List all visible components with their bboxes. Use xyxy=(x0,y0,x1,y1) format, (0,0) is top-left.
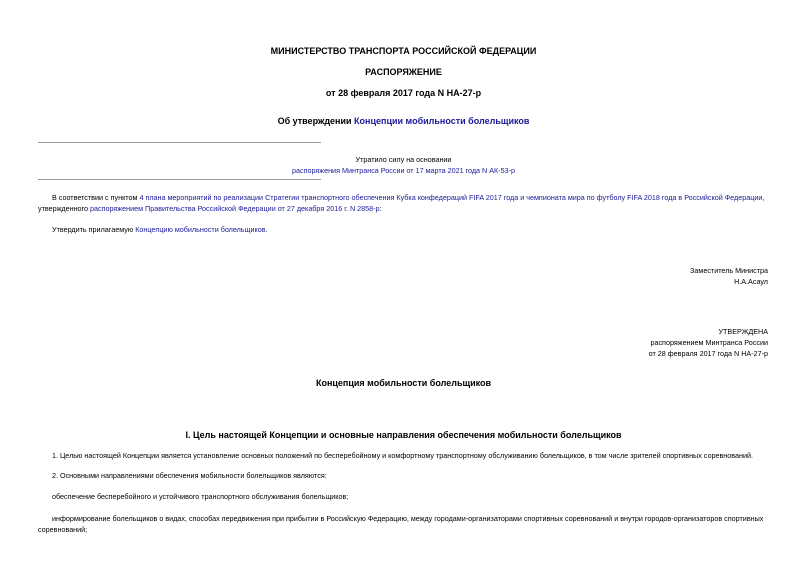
approval-date: от 28 февраля 2017 года N НА-27-р xyxy=(648,349,768,358)
signatory-name: Н.А.Асаул xyxy=(734,277,768,286)
plan-item-link[interactable]: 4 плана мероприятий по реализации Стратегии транспортного обеспечения Кубка конфедераций FIFA 2017 года и чемпионата мира по футболу FIFA 2018 года в Российской Федерации xyxy=(139,193,763,202)
concept-title-link[interactable]: Концепции мобильности болельщиков xyxy=(354,116,530,126)
approve-text-b: . xyxy=(265,225,268,234)
approval-stamp xyxy=(500,326,768,359)
concept-link[interactable]: Концепцию мобильности болельщиков xyxy=(135,225,266,234)
concept-title: Концепция мобильности болельщиков xyxy=(315,378,492,388)
signatory-position: Заместитель Министра xyxy=(690,266,768,275)
intro-text-a: В соответствии с пунктом xyxy=(52,193,140,202)
signature-block xyxy=(500,265,768,287)
title-prefix: Об утверждении xyxy=(277,116,355,126)
approval-label: УТВЕРЖДЕНА xyxy=(718,327,768,336)
intro-text-b: , утвержденного xyxy=(38,193,765,213)
intro-text-c: : xyxy=(379,204,382,213)
ministry-heading: МИНИСТЕРСТВО ТРАНСПОРТА РОССИЙСКОЙ ФЕДЕРАЦИИ xyxy=(270,46,537,56)
concept-paragraph-3: обеспечение бесперебойного и устойчивого транспортного обслуживания болельщиков; xyxy=(52,492,349,501)
document-date: от 28 февраля 2017 года N НА-27-р xyxy=(325,88,482,98)
section-1-heading: I. Цель настоящей Концепции и основные направления обеспечения мобильности болельщиков xyxy=(185,430,622,440)
document-type: РАСПОРЯЖЕНИЕ xyxy=(365,67,442,77)
status-note xyxy=(0,154,807,176)
approve-text-a: Утвердить прилагаемую xyxy=(52,225,136,234)
intro-paragraph-1 xyxy=(38,192,772,214)
divider-bottom xyxy=(38,179,321,180)
status-text: Утратило силу на основании xyxy=(355,155,452,164)
concept-paragraph-2: 2. Основными направлениями обеспечения мобильности болельщиков являются: xyxy=(52,471,327,480)
intro-paragraph-2 xyxy=(38,224,772,235)
government-order-link[interactable]: распоряжением Правительства Российской Федерации от 27 декабря 2016 г. N 2858-р xyxy=(90,204,380,213)
repeal-order-link[interactable]: распоряжения Минтранса России от 17 марта 2021 года N АК-53-р xyxy=(292,166,515,175)
document-title xyxy=(0,116,807,126)
concept-paragraph-4: информирование болельщиков о видах, способах передвижения при прибытии в Российскую Федерацию, между городами-организаторами спортивных соревнований и внутри городов-организаторов спортивных соревнований; xyxy=(38,514,764,534)
concept-paragraph-1: 1. Целью настоящей Концепции является установление основных положений по бесперебойному и комфортному транспортному обслуживанию болельщиков, в том числе зрителей спортивных соревнований. xyxy=(52,451,753,460)
divider-top xyxy=(38,142,321,143)
approval-authority: распоряжением Минтранса России xyxy=(650,338,768,347)
